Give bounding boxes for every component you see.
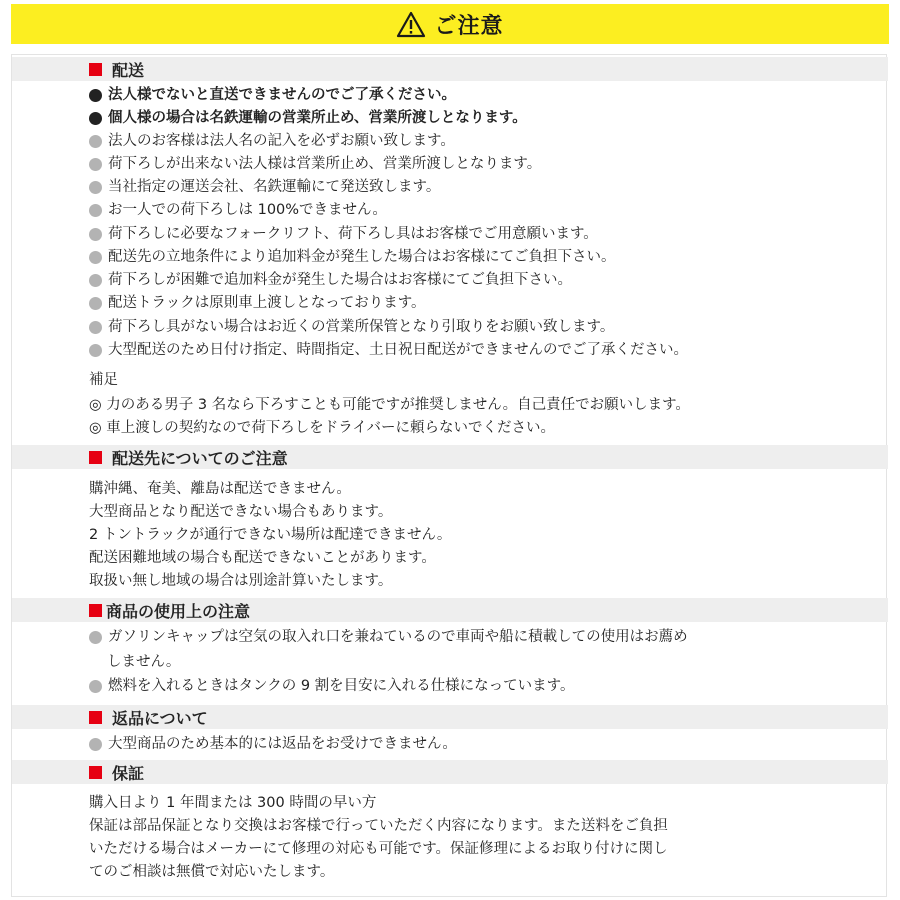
bullet-icon	[89, 251, 102, 264]
bullet-icon	[89, 158, 102, 171]
section-title: 商品の使用上の注意	[106, 601, 251, 621]
red-square-icon	[89, 604, 102, 617]
list-item: 個人様の場合は名鉄運輸の営業所止め、営業所渡しとなります。	[89, 107, 527, 129]
red-square-icon	[89, 63, 102, 76]
list-item: 法人のお客様は法人名の記入を必ずお願い致します。	[89, 130, 455, 152]
section-header-destination	[12, 445, 888, 469]
section-header-returns	[12, 705, 888, 729]
banner-title: ご注意	[434, 13, 504, 39]
list-item: 配送先の立地条件により追加料金が発生した場合はお客様にてご負担下さい。	[89, 246, 616, 268]
text-line: てのご相談は無償で対応いたします。	[89, 864, 335, 880]
section-header-usage	[12, 598, 888, 622]
list-item: 荷下ろしが困難で追加料金が発生した場合はお客様にてご負担下さい。	[89, 269, 572, 291]
list-item: お一人での荷下ろしは 100%できません。	[89, 199, 387, 221]
supplement-line: ◎ 車上渡しの契約なので荷下ろしをドライバーに頼らないでください。	[89, 420, 556, 436]
section-title: 保証	[112, 763, 145, 783]
text-line: 保証は部品保証となり交換はお客様で行っていただく内容になります。また送料をご負担	[89, 818, 668, 834]
text-line: 大型商品となり配送できない場合もあります。	[89, 504, 393, 520]
bullet-icon	[89, 274, 102, 287]
text-line: 取扱い無し地域の場合は別途計算いたします。	[89, 573, 393, 589]
notice-banner	[11, 4, 889, 44]
warning-triangle-icon	[396, 11, 426, 38]
list-item: 法人様でないと直送できませんのでご了承ください。	[89, 84, 456, 106]
text-line: 購入日より 1 年間または 300 時間の早い方	[89, 795, 377, 811]
list-item: 燃料を入れるときはタンクの 9 割を目安に入れる仕様になっています。	[89, 675, 575, 697]
section-header-warranty	[12, 760, 888, 784]
text-line: 2 トントラックが通行できない場所は配達できません。	[89, 527, 452, 543]
bullet-icon	[89, 181, 102, 194]
bullet-icon	[89, 204, 102, 217]
list-item: 配送トラックは原則車上渡しとなっております。	[89, 292, 426, 314]
bullet-icon	[89, 135, 102, 148]
list-item: 荷下ろしに必要なフォークリフト、荷下ろし具はお客様でご用意願います。	[89, 223, 598, 245]
list-item: 荷下ろし具がない場合はお近くの営業所保管となり引取りをお願い致します。	[89, 316, 614, 338]
section-title: 配送	[112, 60, 145, 80]
list-item: 大型配送のため日付け指定、時間指定、土日祝日配送ができませんのでご了承ください。	[89, 339, 688, 361]
supplement-line: ◎ 力のある男子 3 名なら下ろすことも可能ですが推奨しません。自己責任でお願いします。	[89, 397, 690, 413]
red-square-icon	[89, 451, 102, 464]
list-item: 荷下ろしが出来ない法人様は営業所止め、営業所渡しとなります。	[89, 153, 541, 175]
text-line: いただける場合はメーカーにて修理の対応も可能です。保証修理によるお取り付けに関し	[89, 841, 668, 857]
red-square-icon	[89, 766, 102, 779]
list-item: 当社指定の運送会社、名鉄運輸にて発送致します。	[89, 176, 440, 198]
bullet-icon	[89, 89, 102, 102]
list-item: 大型商品のため基本的には返品をお受けできません。	[89, 733, 457, 755]
bullet-icon	[89, 228, 102, 241]
list-item: ガソリンキャップは空気の取入れ口を兼ねているので車両や船に積載しての使用はお薦め	[89, 626, 688, 648]
section-title: 返品について	[112, 708, 208, 728]
bullet-icon	[89, 738, 102, 751]
text-line: 購沖縄、奄美、離島は配送できません。	[89, 481, 351, 497]
bullet-icon	[89, 680, 102, 693]
bullet-icon	[89, 344, 102, 357]
list-item-continuation: しません。	[107, 654, 181, 670]
bullet-icon	[89, 297, 102, 310]
bullet-icon	[89, 631, 102, 644]
bullet-icon	[89, 112, 102, 125]
text-line: 配送困難地域の場合も配送できないことがあります。	[89, 550, 436, 566]
section-header-shipping	[12, 57, 888, 81]
bullet-icon	[89, 321, 102, 334]
red-square-icon	[89, 711, 102, 724]
section-title: 配送先についてのご注意	[112, 448, 288, 468]
supplement-label: 補足	[89, 372, 118, 388]
